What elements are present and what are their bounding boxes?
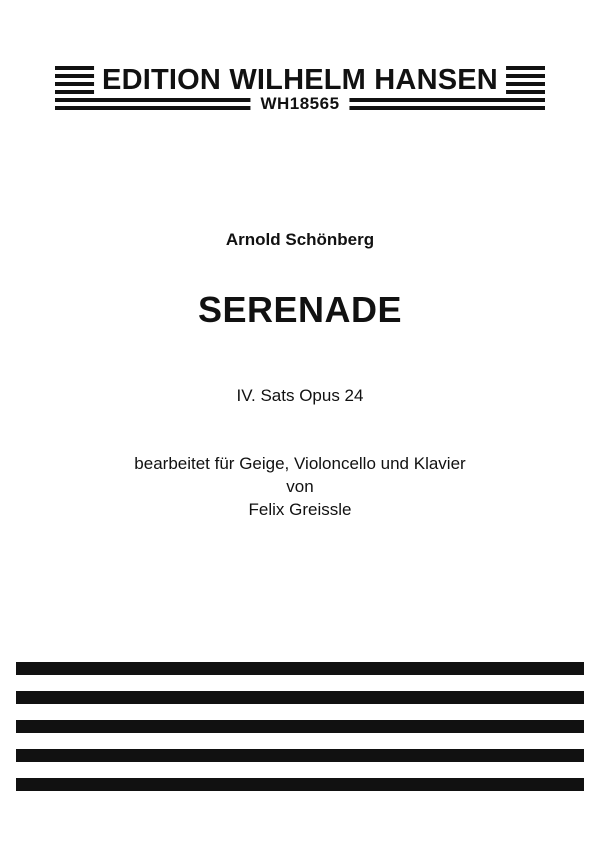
arranger-name: Felix Greissle	[248, 500, 352, 519]
decorative-bar	[16, 778, 584, 791]
publisher-header	[55, 64, 545, 112]
arrangement-instrumentation: bearbeitet für Geige, Violoncello und Klavier	[134, 454, 466, 473]
movement-subtitle: IV. Sats Opus 24	[236, 386, 364, 405]
decorative-bar	[16, 691, 584, 704]
arrangement-credit	[0, 452, 600, 521]
decorative-bar	[16, 662, 584, 675]
decorative-bars	[16, 662, 584, 807]
work-title: SERENADE	[197, 289, 403, 330]
composer-name: Arnold Schönberg	[225, 230, 375, 249]
decorative-bar	[16, 720, 584, 733]
decorative-bar	[16, 749, 584, 762]
publisher-name: EDITION WILHELM HANSEN	[94, 64, 506, 96]
catalog-number: WH18565	[250, 95, 349, 113]
arrangement-by: von	[286, 477, 314, 496]
